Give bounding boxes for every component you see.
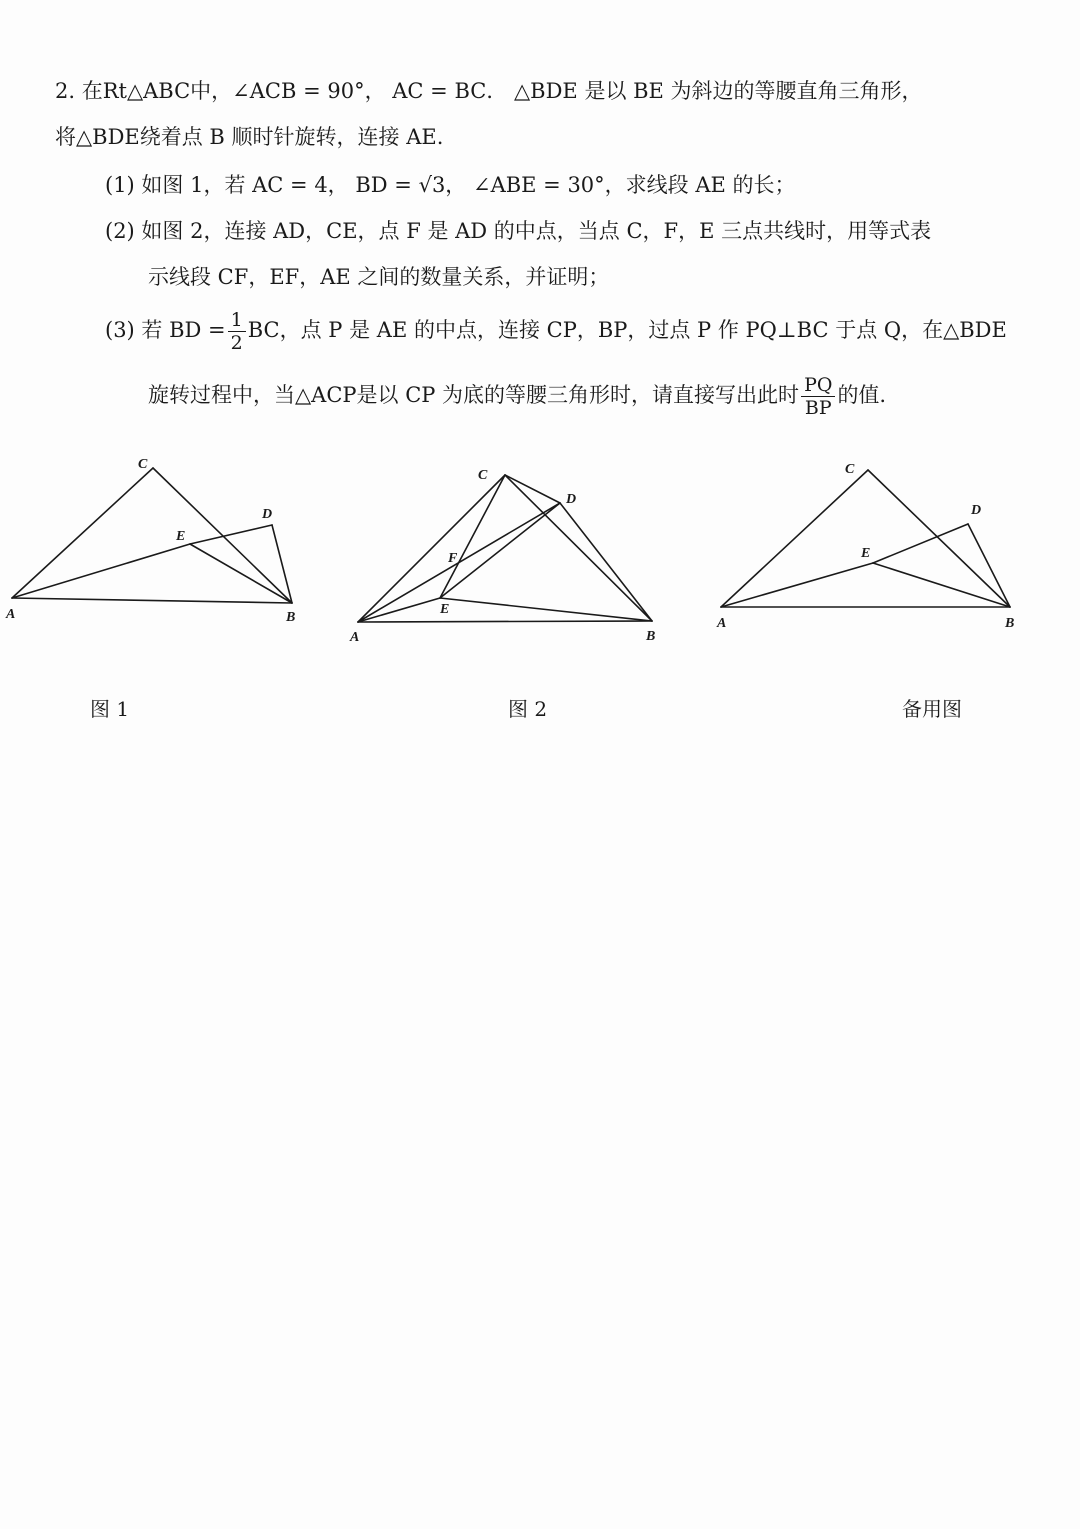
figure-2-caption: 图 2 — [508, 697, 548, 721]
segment-ed — [440, 503, 560, 598]
segment-ce — [440, 475, 505, 598]
fraction-numerator: PQ — [801, 374, 835, 397]
segment-ae — [12, 544, 190, 598]
segment-db — [272, 525, 292, 603]
fraction-one-half — [228, 309, 246, 354]
part-2-line-1: (2) 如图 2，连接 AD，CE，点 F 是 AD 的中点，当点 C，F，E 三点共线时，用等式表 — [105, 219, 932, 243]
part-3-line-2-after: 的值. — [837, 383, 887, 407]
part-3-line-1 — [105, 305, 1007, 355]
part-1: (1) 如图 1，若 AC = 4， BD = √3， ∠ABE = 30°，求线段 AE 的长； — [105, 173, 796, 197]
part-3-line-2-before: 旋转过程中，当△ACP是以 CP 为底的等腰三角形时，请直接写出此时 — [148, 383, 800, 407]
part-2-line-2: 示线段 CF，EF，AE 之间的数量关系，并证明； — [148, 265, 610, 289]
label-b: B — [286, 610, 296, 625]
label-b: B — [1005, 616, 1015, 631]
fraction-denominator: BP — [804, 397, 832, 419]
segment-ed — [873, 524, 968, 563]
segment-db — [560, 503, 652, 621]
label-d: D — [262, 507, 273, 522]
part-3-text-after: BC，点 P 是 AE 的中点，连接 CP，BP，过点 P 作 PQ⊥BC 于点 Q，在△BDE — [247, 318, 1007, 342]
problem-line-1: 2. 在Rt△ABC中，∠ACB = 90°， AC = BC． △BDE 是以 BE 为斜边的等腰直角三角形， — [55, 79, 923, 103]
figure-1 — [0, 450, 320, 640]
label-e: E — [861, 546, 871, 561]
label-a: A — [717, 616, 727, 631]
label-c: C — [138, 457, 148, 472]
fraction-pq-bp — [801, 374, 835, 419]
segment-ac — [12, 468, 153, 598]
part-3-line-2 — [148, 370, 886, 420]
segment-ab — [358, 621, 652, 622]
segment-eb — [873, 563, 1010, 607]
segment-db — [968, 524, 1010, 607]
label-e: E — [176, 529, 186, 544]
label-a: A — [6, 607, 16, 622]
figure-backup — [705, 450, 1035, 645]
fraction-numerator: 1 — [228, 309, 246, 332]
figure-1-caption: 图 1 — [90, 697, 130, 721]
label-d: D — [971, 503, 982, 518]
label-c: C — [845, 462, 855, 477]
label-f: F — [448, 551, 458, 566]
segment-cd — [505, 475, 560, 503]
label-c: C — [478, 468, 488, 483]
fraction-denominator: 2 — [230, 332, 243, 354]
figure-2 — [340, 455, 670, 650]
label-e: E — [440, 602, 450, 617]
label-d: D — [566, 492, 577, 507]
segment-ed — [190, 525, 272, 544]
figure-backup-caption: 备用图 — [902, 697, 962, 721]
label-a: A — [350, 630, 360, 645]
segment-cb — [505, 475, 652, 621]
segment-cb — [153, 468, 292, 603]
label-b: B — [646, 629, 656, 644]
segment-eb — [440, 598, 652, 621]
segment-ab — [12, 598, 292, 603]
problem-line-2: 将△BDE绕着点 B 顺时针旋转，连接 AE. — [55, 125, 444, 149]
part-3-text-before: (3) 若 BD = — [105, 318, 226, 342]
segment-cb — [868, 470, 1010, 607]
